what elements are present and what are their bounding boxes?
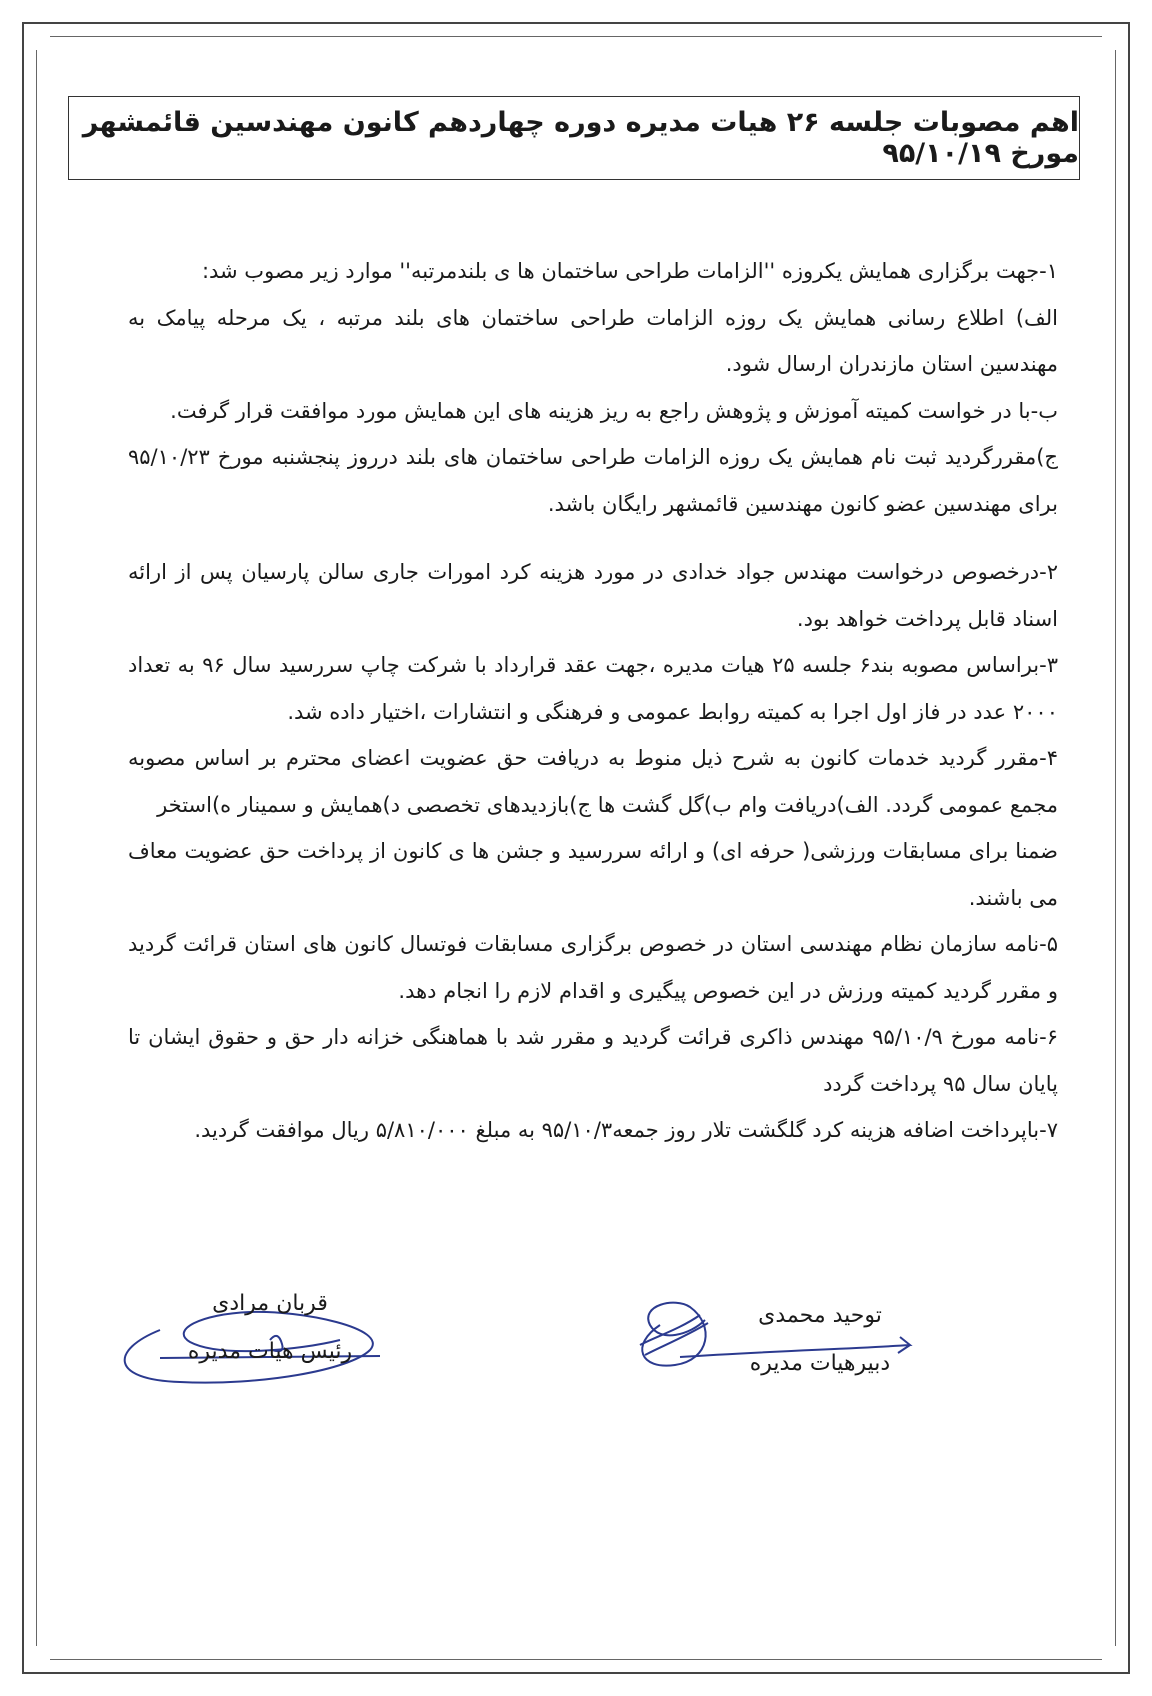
- resolution-4: ۴-مقرر گردید خدمات کانون به شرح ذیل منوط به دریافت حق عضویت اعضای محترم بر اساس مصوبه مجمع عمومی گردد. الف)دریافت وام ب)گل گشت ها ج)بازدیدهای تخصصی د)همایش و سمینار ه)استخر: [128, 746, 1058, 817]
- resolution-1: ۱-جهت برگزاری همایش یکروزه ''الزامات طراحی ساختمان ها ی بلندمرتبه'' موارد زیر مصوب شد:: [201, 259, 1058, 283]
- chairman-role: رئیس هیات مدیره: [187, 1339, 353, 1364]
- paragraph-gap: [128, 527, 1058, 549]
- resolution-7: ۷-باپرداخت اضافه هزینه کرد گلگشت تلار روز جمعه۹۵/۱۰/۳ به مبلغ ۵/۸۱۰/۰۰۰ ریال موافقت گردید.: [194, 1118, 1058, 1142]
- secretary-role: دبیرهیات مدیره: [749, 1351, 891, 1376]
- chairman-name: قربان مرادی: [212, 1291, 328, 1316]
- resolution-3: ۳-براساس مصوبه بند۶ جلسه ۲۵ هیات مدیره ،جهت عقد قرارداد با شرکت چاپ سررسید سال ۹۶ به تعداد ۲۰۰۰ عدد در فاز اول اجرا به کمیته روابط عمومی و فرهنگی و انتشارات ،اختیار داده شد.: [128, 653, 1058, 724]
- resolution-1-b: ب-با در خواست کمیته آموزش و پژوهش راجع به ریز هزینه های این همایش مورد موافقت قرار گرفت.: [170, 398, 1058, 423]
- corner-ornament: [1102, 1646, 1130, 1674]
- resolution-6: ۶-نامه مورخ ۹۵/۱۰/۹ مهندس ذاکری قرائت گردید و مقرر شد با هماهنگی خزانه دار حق و حقوق ایشان تا پایان سال ۹۵ پرداخت گردد: [128, 1025, 1058, 1096]
- corner-ornament: [22, 1646, 50, 1674]
- title-box: [68, 96, 1080, 180]
- secretary-name: توحید محمدی: [758, 1303, 882, 1328]
- document-title: اهم مصوبات جلسه ۲۶ هیات مدیره دوره چهاردهم کانون مهندسین قائمشهر مورخ ۹۵/۱۰/۱۹: [82, 107, 1079, 169]
- signature-left: [140, 1280, 400, 1376]
- resolution-1-a: الف) اطلاع رسانی همایش یک روزه الزامات طراحی ساختمان های بلند مرتبه ، یک مرحله پیامک به مهندسین استان مازندران ارسال شود.: [128, 305, 1058, 376]
- document-body: [128, 248, 1058, 1154]
- resolution-1-c: ج)مقررگردید ثبت نام همایش یک روزه الزامات طراحی ساختمان های بلند درروز پنجشنبه مورخ ۹۵/۱۰/۲۳ برای مهندسین عضو کانون مهندسین قائمشهر رایگان باشد.: [128, 445, 1058, 516]
- corner-ornament: [22, 22, 50, 50]
- resolution-5: ۵-نامه سازمان نظام مهندسی استان در خصوص برگزاری مسابقات فوتسال کانون های استان قرائت گردید و مقرر گردید کمیته ورزش در این خصوص پیگیری و اقدام لازم را انجام دهد.: [128, 932, 1058, 1003]
- signature-right: [690, 1292, 950, 1388]
- resolution-2: ۲-درخصوص درخواست مهندس جواد خدادی در مورد هزینه کرد امورات جاری سالن پارسیان پس از ارائه اسناد قابل پرداخت خواهد بود.: [128, 560, 1058, 631]
- corner-ornament: [1102, 22, 1130, 50]
- resolution-4-note: ضمنا برای مسابقات ورزشی( حرفه ای) و ارائه سررسید و جشن ها ی کانون از پرداخت حق عضویت معاف می باشند.: [128, 839, 1058, 910]
